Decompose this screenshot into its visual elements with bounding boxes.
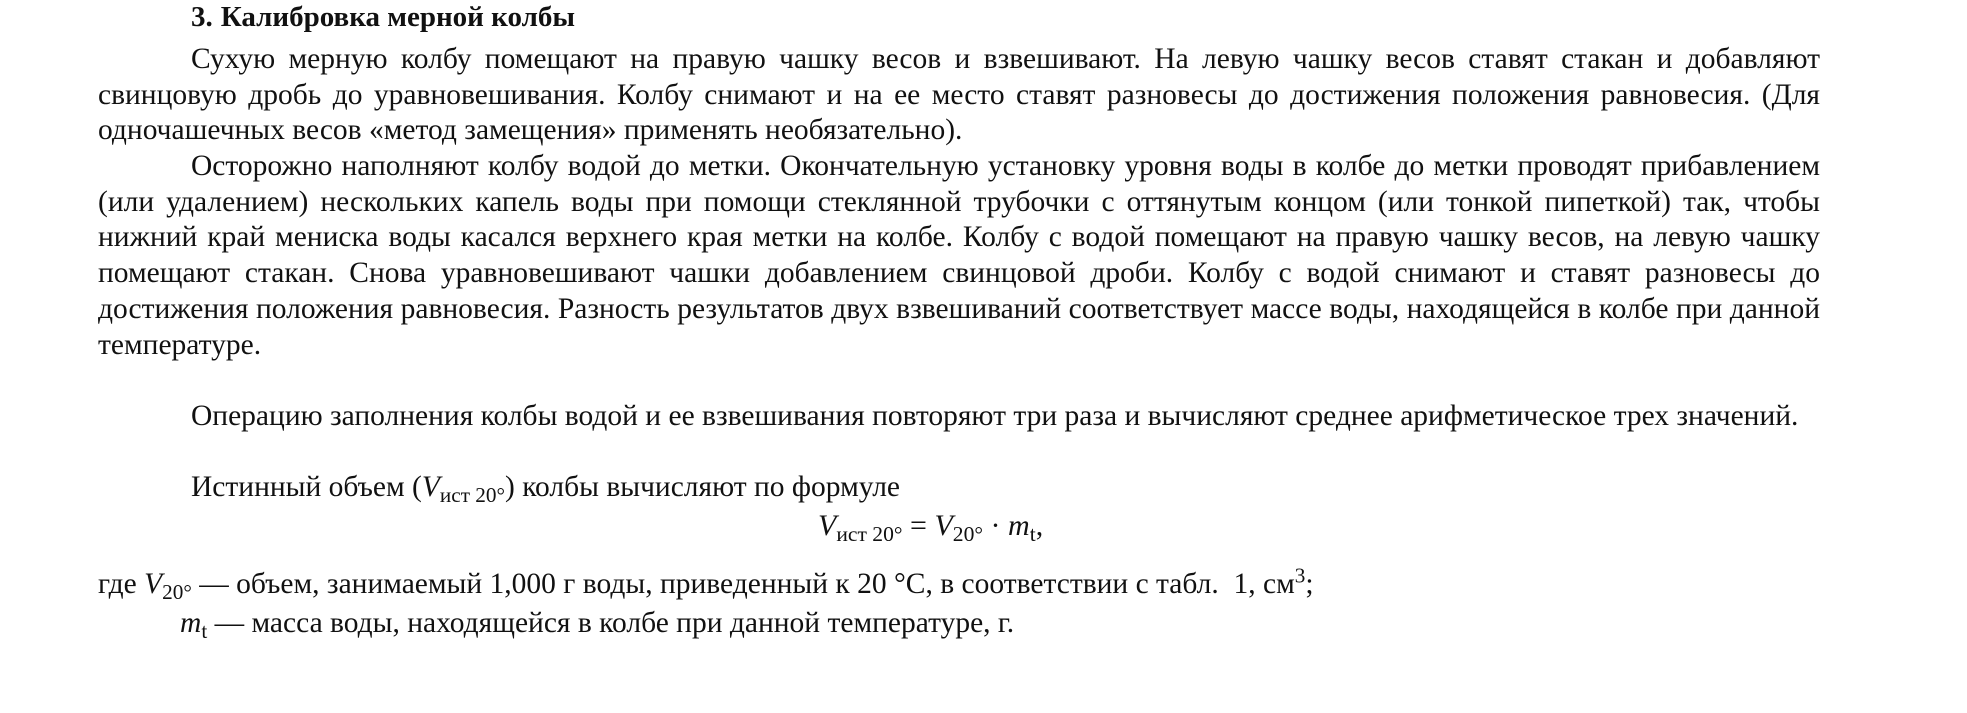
section-number: 3. — [191, 1, 213, 33]
section-heading — [191, 0, 575, 34]
section-title: Калибровка мерной колбы — [220, 1, 575, 33]
formula-intro: Истинный объем $(V_{ист 20^\circ})$ колбы вычисляют по формуле — [191, 471, 901, 507]
paragraph-filling-and-weighing: Осторожно наполняют колбу водой до метки. Окончательную установку уровня воды в колбе до метки проводят прибавлением (или удалением) нескольких капель воды при помощи стеклянной трубочки с оттянутым концом (или тонкой пипеткой) так, чтобы нижний край мениска воды касался верхнего края метки на колбе. Колбу с водой помещают на правую чашку весов, на левую чашку помещают стакан. Снова уравновешивают чашки добавлением свинцовой дроби. Колбу с водой снимают и ставят разновесы до достижения положения равновесия. Разность результатов двух взвешиваний соответствует массе воды, находящейся в колбе при данной температуре. — [98, 150, 1820, 361]
paragraph-repeat-operation: Операцию заполнения колбы водой и ее взвешивания повторяют три раза и вычисляют среднее арифметическое трех значений. — [191, 400, 1799, 432]
volume-subscript: ист 20° — [439, 482, 506, 507]
paragraph-weighing-empty-flask: Сухую мерную колбу помещают на правую чашку весов и взвешивают. На левую чашку весов ставят стакан и добавляют свинцовую дробь до уравновешивания. Колбу снимают и на ее место ставят разновесы до достижения положения равновесия. (Для одночашечных весов «метод замещения» применять необязательно). — [98, 43, 1820, 147]
volume-variable: V — [421, 471, 440, 503]
calibration-formula: $V_{ист 20^\circ} = V_{20^\circ} \cdot m_t$, — [818, 509, 1044, 547]
definition-mt: $m_t$ — масса воды, находящейся в колбе при данной температуре, г. — [180, 607, 1015, 643]
definition-v20: где $V_{20^\circ}$ — объем, занимаемый 1,000 г воды, приведенный к 20 °С, в соответствии с табл. 1, $см^3$; — [98, 563, 1314, 604]
